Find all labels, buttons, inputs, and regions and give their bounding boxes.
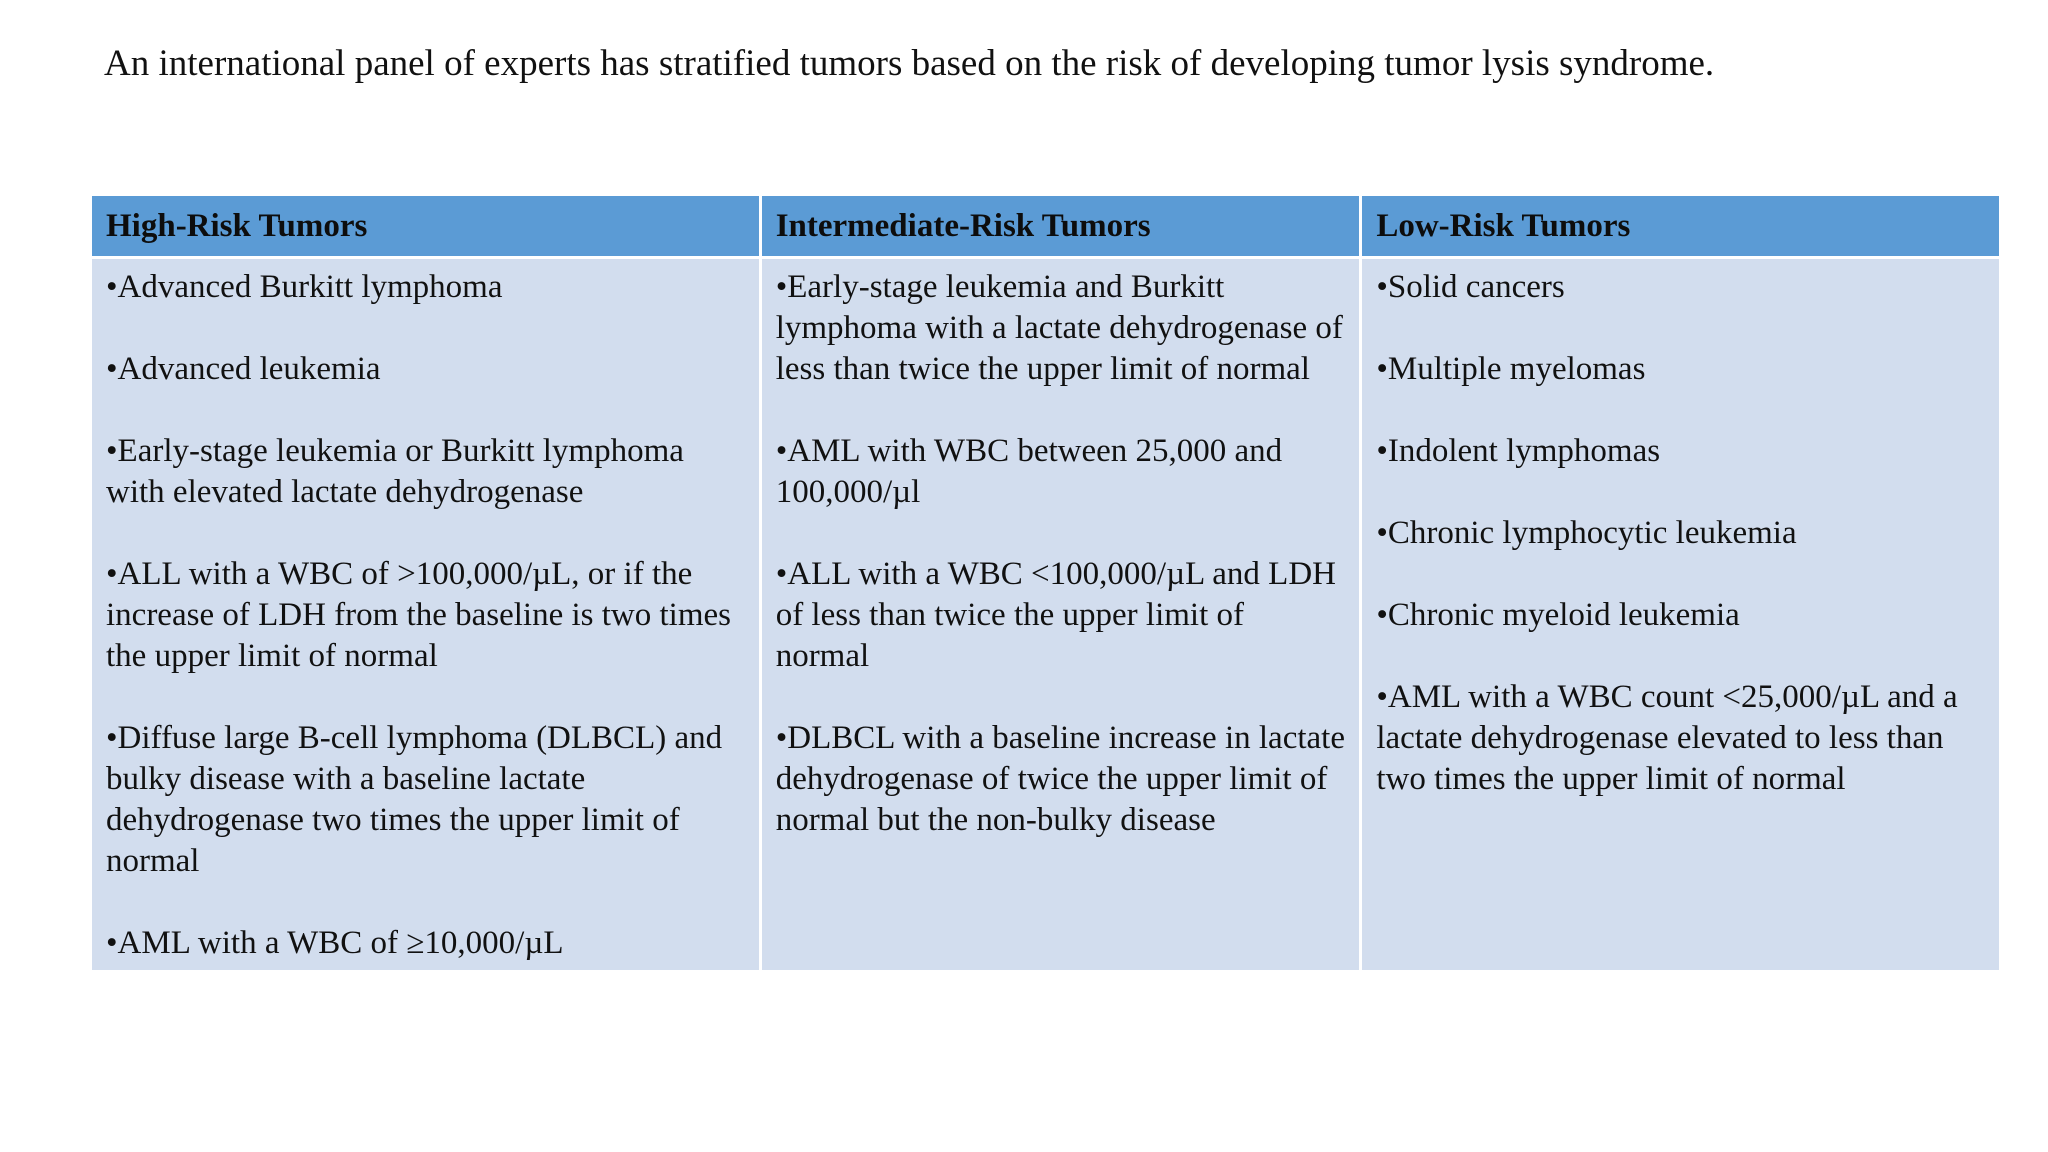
tumor-risk-table	[89, 193, 2002, 973]
intermediate-risk-item: •ALL with a WBC <100,000/µL and LDH of less than twice the upper limit of normal	[775, 556, 1336, 674]
high-risk-item: •Early-stage leukemia or Burkitt lymphoma with elevated lactate dehydrogenase	[106, 433, 684, 510]
high-risk-cell	[92, 259, 759, 970]
low-risk-item: •AML with a WBC count <25,000/µL and a lactate dehydrogenase elevated to less than two times the upper limit of normal	[1376, 679, 1958, 797]
intermediate-risk-item: •AML with WBC between 25,000 and 100,000/µl	[775, 433, 1283, 510]
low-risk-cell	[1362, 259, 1999, 970]
table-row	[92, 259, 1999, 970]
high-risk-item: •Advanced leukemia	[106, 351, 381, 387]
low-risk-item: •Chronic lymphocytic leukemia	[1376, 515, 1797, 551]
header-intermediate-risk: Intermediate-Risk Tumors	[762, 196, 1360, 256]
high-risk-item: •Diffuse large B-cell lymphoma (DLBCL) and bulky disease with a baseline lactate dehydrogenase two times the upper limit of normal	[106, 720, 723, 879]
intermediate-risk-item: •DLBCL with a baseline increase in lactate dehydrogenase of twice the upper limit of normal but the non-bulky disease	[775, 720, 1345, 838]
high-risk-item: •Advanced Burkitt lymphoma	[106, 269, 503, 305]
low-risk-item: •Solid cancers	[1376, 269, 1565, 305]
high-risk-item: •AML with a WBC of ≥10,000/µL	[106, 925, 564, 961]
intro-text: An international panel of experts has stratified tumors based on the risk of developing tumor lysis syndrome.	[104, 43, 1715, 84]
intermediate-risk-cell	[762, 259, 1360, 970]
intermediate-risk-item: •Early-stage leukemia and Burkitt lymphoma with a lactate dehydrogenase of less than twice the upper limit of normal	[775, 269, 1343, 387]
header-low-risk: Low-Risk Tumors	[1362, 196, 1999, 256]
low-risk-item: •Chronic myeloid leukemia	[1376, 597, 1740, 633]
high-risk-item: •ALL with a WBC of >100,000/µL, or if the increase of LDH from the baseline is two times the upper limit of normal	[106, 556, 731, 674]
low-risk-item: •Multiple myelomas	[1376, 351, 1646, 387]
table-header-row	[92, 196, 1999, 256]
header-high-risk: High-Risk Tumors	[92, 196, 759, 256]
low-risk-item: •Indolent lymphomas	[1376, 433, 1661, 469]
